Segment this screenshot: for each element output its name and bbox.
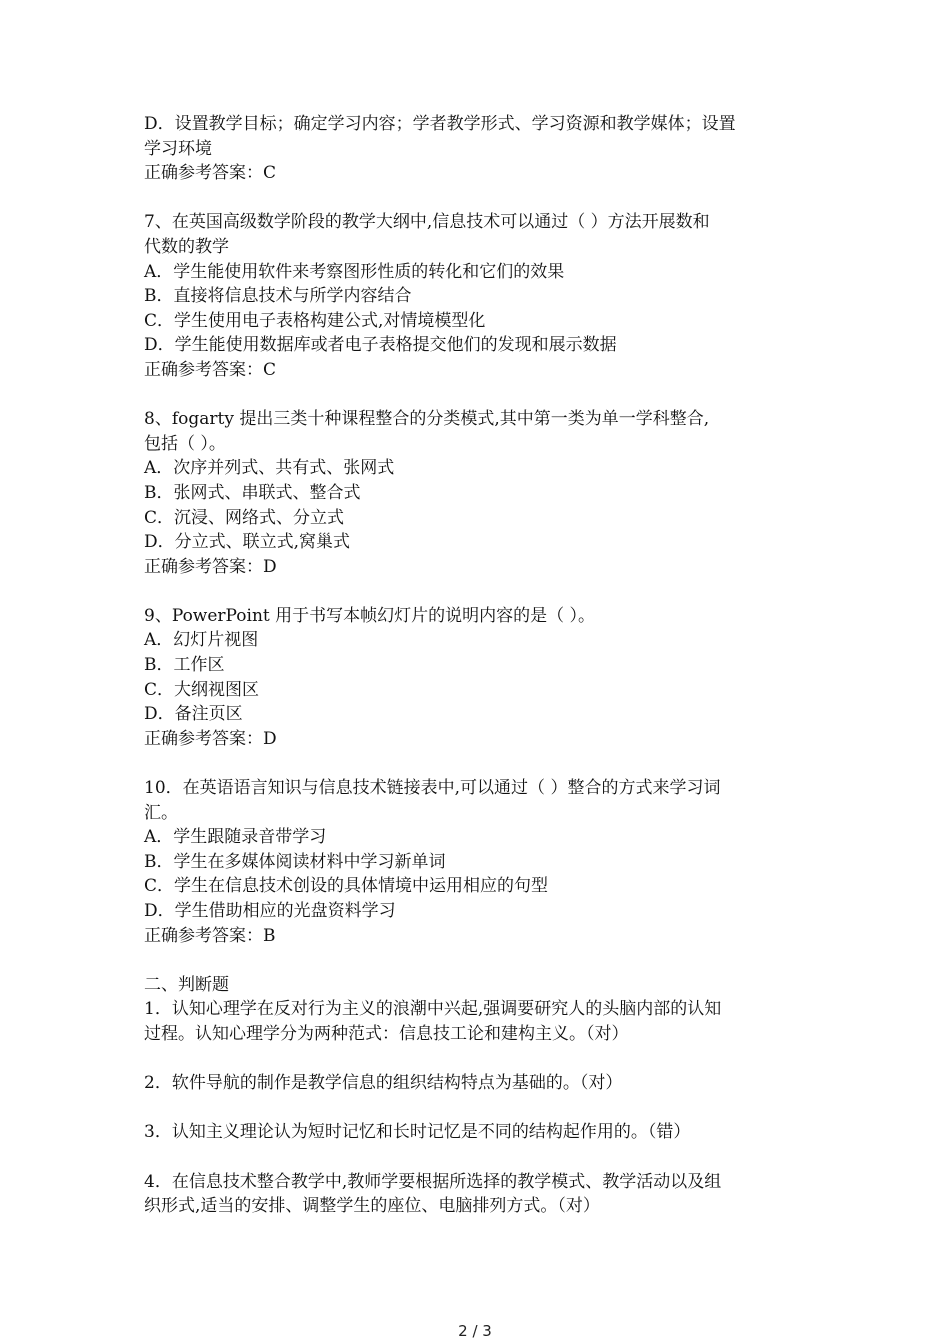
question-text-continued: 代数的教学 xyxy=(144,236,229,257)
block-spacer xyxy=(144,186,824,211)
question-text: 8、fogarty 提出三类十种课程整合的分类模式,其中第一类为单一学科整合, xyxy=(144,409,710,430)
judgment-item-1-continued: 过程。认知心理学分为两种范式：信息技工论和建构主义。（对） xyxy=(144,1023,629,1044)
question-text: 9、PowerPoint 用于书写本帧幻灯片的说明内容的是（ ）。 xyxy=(144,605,596,626)
option-b: B．学生在多媒体阅读材料中学习新单词 xyxy=(144,851,446,872)
block-spacer xyxy=(144,1145,824,1170)
block-spacer xyxy=(144,948,824,973)
page-number: 2 / 3 xyxy=(458,1322,492,1340)
section-heading: 二、判断题 xyxy=(144,974,229,995)
judgment-block-2 xyxy=(144,1071,824,1096)
option-d: D．学生能使用数据库或者电子表格提交他们的发现和展示数据 xyxy=(144,335,617,356)
option-b: B．工作区 xyxy=(144,655,225,676)
judgment-block-3 xyxy=(144,1120,824,1145)
option-d: D．设置教学目标；确定学习内容；学者教学形式、学习资源和教学媒体；设置 xyxy=(144,114,736,134)
block-spacer xyxy=(144,1096,824,1121)
option-a: A．学生能使用软件来考察图形性质的转化和它们的效果 xyxy=(144,261,565,282)
question-block-7 xyxy=(144,210,824,382)
document-page xyxy=(144,112,824,1219)
question-text-continued: 包括（ ）。 xyxy=(144,433,226,454)
option-d: D．学生借助相应的光盘资料学习 xyxy=(144,901,396,921)
question-text: 7、在英国高级数学阶段的教学大纲中,信息技术可以通过（ ）方法开展数和 xyxy=(144,212,710,233)
question-text-continued: 汇。 xyxy=(144,802,178,823)
option-c: C．学生在信息技术创设的具体情境中运用相应的句型 xyxy=(144,876,549,897)
block-spacer xyxy=(144,579,824,604)
option-c: C．大纲视图区 xyxy=(144,679,260,700)
option-b: B．张网式、串联式、整合式 xyxy=(144,482,361,503)
option-d-continued: 学习环境 xyxy=(144,138,212,159)
block-spacer xyxy=(144,383,824,408)
option-a: A．幻灯片视图 xyxy=(144,630,259,651)
option-c: C．沉浸、网络式、分立式 xyxy=(144,507,345,528)
answer-line: 正确参考答案：B xyxy=(144,925,276,946)
option-d: D．分立式、联立式,窝巢式 xyxy=(144,532,351,553)
judgment-item-4-continued: 织形式,适当的安排、调整学生的座位、电脑排列方式。（对） xyxy=(144,1196,600,1217)
question-block-6-tail xyxy=(144,112,824,186)
judgment-item-2: 2．软件导航的制作是教学信息的组织结构特点为基础的。（对） xyxy=(144,1073,623,1094)
judgment-item-3: 3．认知主义理论认为短时记忆和长时记忆是不同的结构起作用的。（错） xyxy=(144,1122,691,1143)
judgment-section xyxy=(144,973,824,1047)
option-b: B．直接将信息技术与所学内容结合 xyxy=(144,286,412,307)
option-a: A．学生跟随录音带学习 xyxy=(144,827,327,848)
question-text: 10．在英语语言知识与信息技术链接表中,可以通过（ ）整合的方式来学习词 xyxy=(144,778,721,799)
option-a: A．次序并列式、共有式、张网式 xyxy=(144,458,395,479)
block-spacer xyxy=(144,1047,824,1072)
answer-line: 正确参考答案：D xyxy=(144,728,277,749)
question-block-10 xyxy=(144,776,824,948)
question-block-8 xyxy=(144,407,824,579)
question-block-9 xyxy=(144,604,824,752)
answer-line: 正确参考答案：C xyxy=(144,359,277,380)
judgment-item-1: 1．认知心理学在反对行为主义的浪潮中兴起,强调要研究人的头脑内部的认知 xyxy=(144,999,722,1020)
judgment-block-4 xyxy=(144,1170,824,1219)
option-d: D．备注页区 xyxy=(144,704,243,725)
option-c: C．学生使用电子表格构建公式,对情境模型化 xyxy=(144,310,486,331)
answer-line: 正确参考答案：D xyxy=(144,556,277,577)
block-spacer xyxy=(144,751,824,776)
answer-line: 正确参考答案：C xyxy=(144,163,277,184)
judgment-item-4: 4．在信息技术整合教学中,教师学要根据所选择的教学模式、教学活动以及组 xyxy=(144,1171,722,1192)
